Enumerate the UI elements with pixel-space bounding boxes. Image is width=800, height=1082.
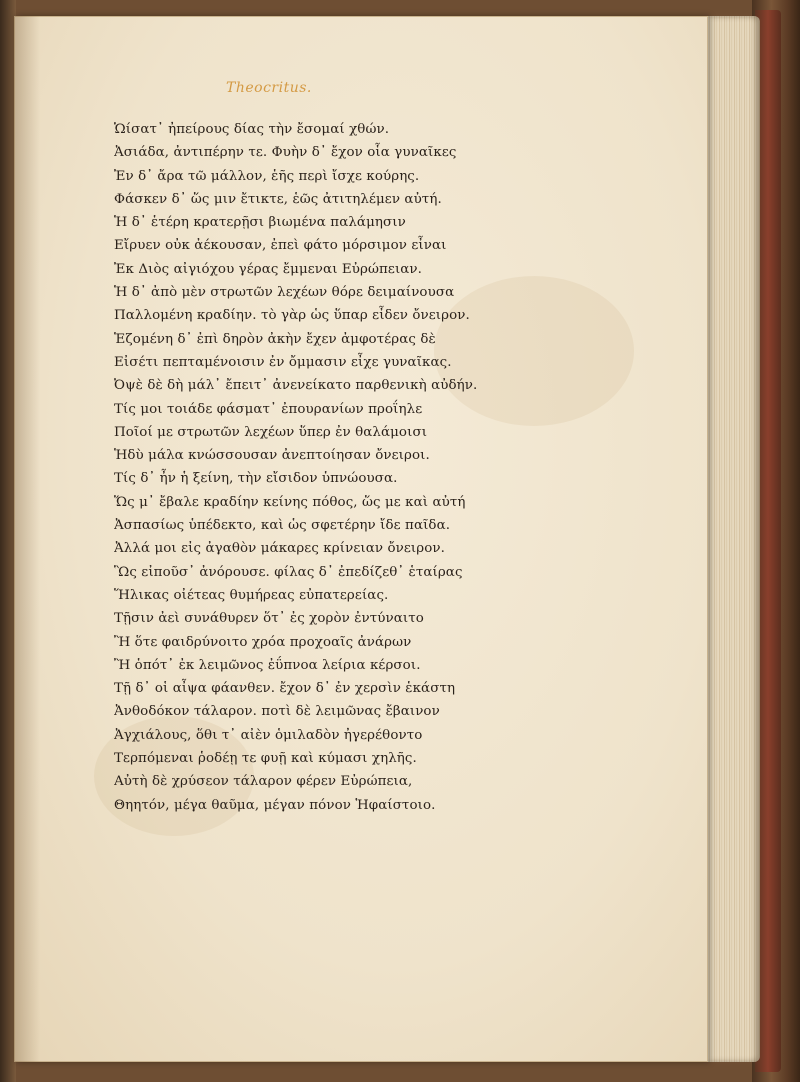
gutter-shadow	[14, 16, 40, 1062]
verse-line: Ἥλικας οἰέτεας θυμήρεας εὐπατερείας.	[114, 587, 389, 603]
verse-line: Ἀνθοδόκον τάλαρον. ποτὶ δὲ λειμῶνας ἔβαινον	[114, 704, 440, 720]
verse-line: Αὐτὴ δὲ χρύσεον τάλαρον φέρεν Εὐρώπεια,	[114, 774, 413, 790]
verse-line: Ἀλλά μοι εἰς ἀγαθὸν μάκαρες κρίνειαν ὄνειρον.	[114, 541, 445, 557]
verse-line: Ἐν δ᾽ ἄρα τῶ μάλλον, ἑῆς περὶ ἴσχε κούρης.	[114, 168, 420, 184]
verse-line: Φάσκεν δ᾽ ὥς μιν ἔτικτε, ἑῶς ἀτιτηλέμεν αὐτή.	[114, 191, 442, 207]
verse-line: Ἀσπασίως ὑπέδεκτο, καὶ ὡς σφετέρην ἴδε παῖδα.	[114, 518, 451, 534]
verse-line: Ἐκ Διὸς αἰγιόχου γέρας ἔμμεναι Εὐρώπειαν.	[114, 261, 423, 277]
verse-line: Ὥς μ᾽ ἔβαλε κραδίην κείνης πόθος, ὥς με καὶ αὐτή	[114, 494, 466, 510]
verse-line: Τῇ δ᾽ οἱ αἶψα φάανθεν. ἔχον δ᾽ ἐν χερσὶν ἑκάστη	[114, 681, 456, 697]
verse-text	[114, 118, 674, 817]
verse-line: Ἢ ὅτε φαιδρύνοιτο χρόα προχοαῖς ἀνάρων	[114, 634, 412, 650]
verse-line: Ἢ ὁπότ᾽ ἐκ λειμῶνος ἐΰπνοα λείρια κέρσοι.	[114, 657, 421, 673]
verse-line: Θηητόν, μέγα θαῦμα, μέγαν πόνον Ἡφαίστοιο.	[114, 797, 436, 813]
verse-line: Εἰσέτι πεπταμένοισιν ἐν ὄμμασιν εἶχε γυναῖκας.	[114, 354, 452, 370]
verse-line: Ὡίσατ᾽ ἠπείρους δίας τὴν ἔσομαί χθών.	[114, 122, 390, 137]
verse-line: Ὀψὲ δὲ δὴ μάλ᾽ ἔπειτ᾽ ἀνενείκατο παρθενικὴ αὐδήν.	[114, 378, 478, 394]
verse-line: Τερπόμεναι ῥοδέῃ τε φυῇ καὶ κύμασι χηλῆς.	[114, 751, 417, 767]
running-head: Theocritus.	[226, 80, 312, 96]
verse-line: Ἀσιάδα, ἀντιπέρην τε. Φυὴν δ᾽ ἔχον οἷα γυναῖκες	[114, 145, 457, 161]
verse-line: Ὣς εἰποῦσ᾽ ἀνόρουσε. φίλας δ᾽ ἐπεδίζεθ᾽ ἑταίρας	[114, 564, 463, 580]
verse-line: Ἡ δ᾽ ἑτέρη κρατερῇσι βιωμένα παλάμησιν	[114, 215, 406, 231]
verse-line: Παλλομένη κραδίην. τὸ γὰρ ὡς ὕπαρ εἶδεν ὄνειρον.	[114, 308, 470, 324]
verse-line: Ἑζομένη δ᾽ ἐπὶ δηρὸν ἀκὴν ἔχεν ἀμφοτέρας δὲ	[114, 331, 436, 347]
verse-line: Τῇσιν ἀεὶ συνάθυρεν ὅτ᾽ ἐς χορὸν ἐντύναιτο	[114, 611, 424, 627]
verse-line: Ποῖοί με στρωτῶν λεχέων ὕπερ ἐν θαλάμοισι	[114, 424, 428, 440]
page-edges	[700, 16, 760, 1062]
verse-line: Ἡδὺ μάλα κνώσσουσαν ἀνεπτοίησαν ὄνειροι.	[114, 448, 430, 464]
verse-line: Ἡ δ᾽ ἀπὸ μὲν στρωτῶν λεχέων θόρε δειμαίνουσα	[114, 285, 455, 301]
verse-line: Τίς μοι τοιάδε φάσματ᾽ ἐπουρανίων προΐηλε	[114, 401, 423, 417]
verse-line: Εἴρυεν οὐκ ἀέκουσαν, ἐπεὶ φάτο μόρσιμον εἶναι	[114, 238, 447, 254]
verse-line: Τίς δ᾽ ἦν ἡ ξείνη, τὴν εἴσιδον ὑπνώουσα.	[114, 471, 398, 487]
verse-line: Ἀγχιάλους, ὅθι τ᾽ αἰὲν ὁμιλαδὸν ἠγερέθοντο	[114, 727, 423, 743]
